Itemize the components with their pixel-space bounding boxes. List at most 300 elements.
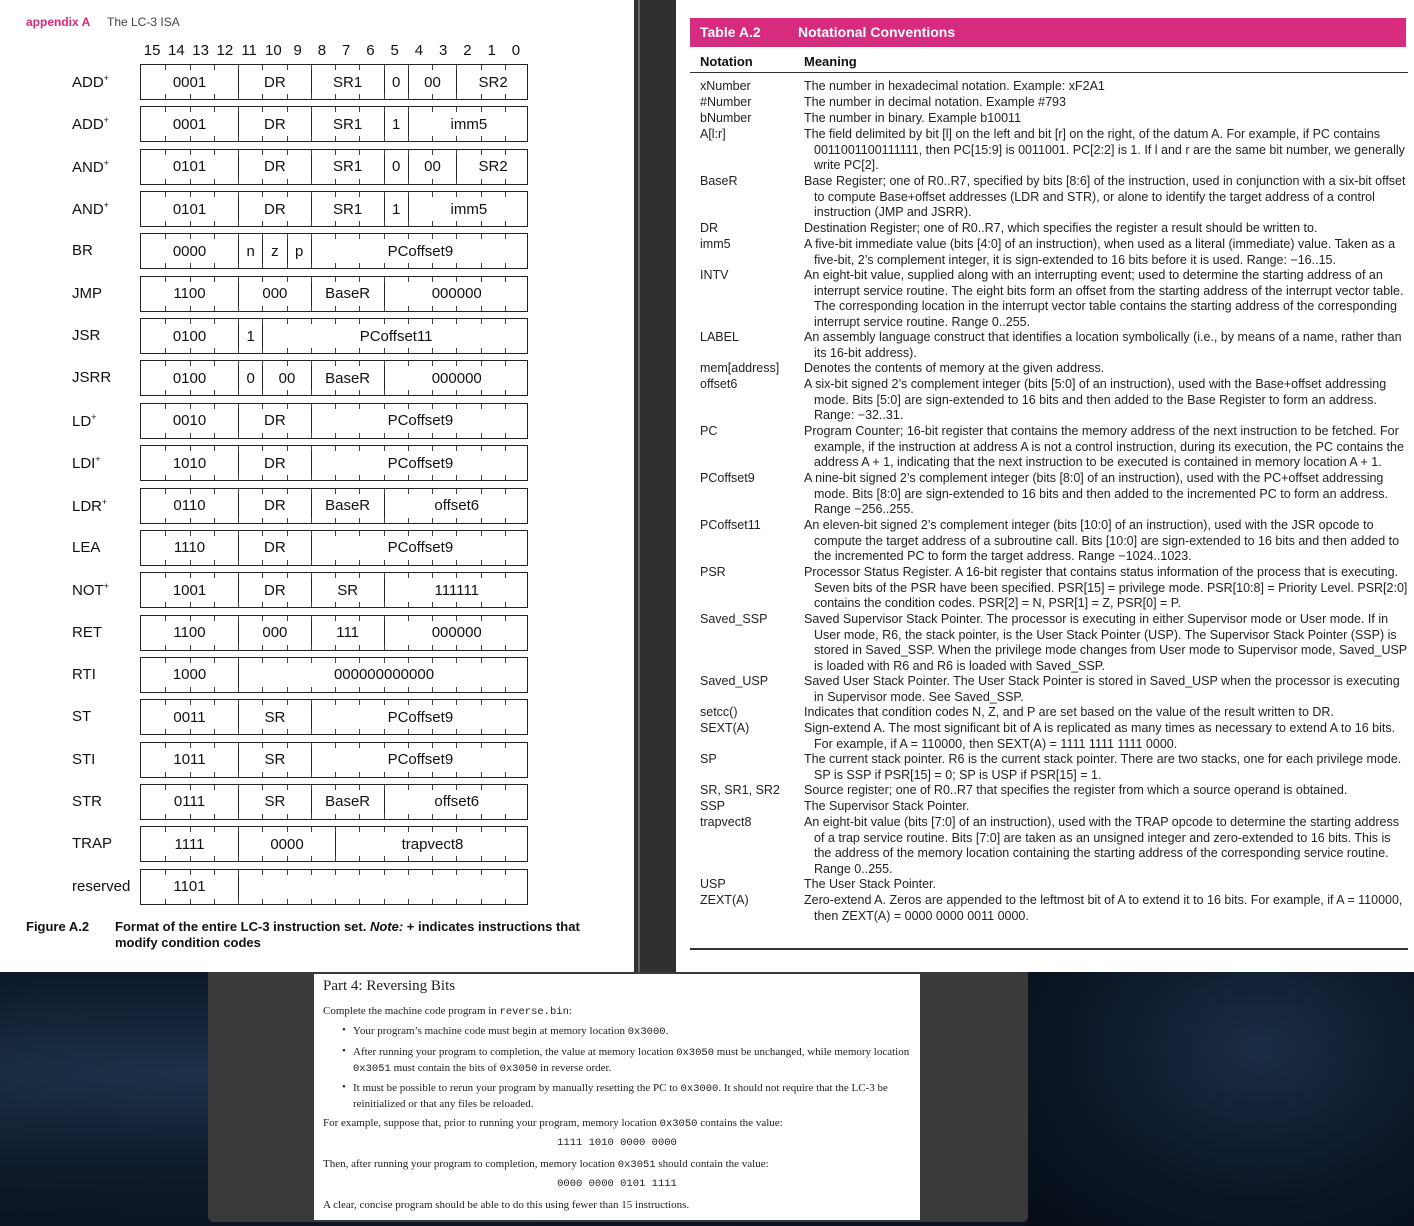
bit-tick — [165, 65, 166, 70]
bit-number: 10 — [265, 42, 282, 59]
bit-tick — [311, 518, 312, 523]
bit-field: SR2 — [456, 150, 529, 184]
bit-tick — [432, 136, 433, 141]
bit-tick — [335, 743, 336, 748]
bit-tick — [408, 263, 409, 268]
bit-tick — [384, 772, 385, 777]
bit-tick — [456, 136, 457, 141]
bit-field: 0101 — [172, 200, 207, 218]
bit-tick — [432, 645, 433, 650]
bit-tick — [238, 475, 239, 480]
bit-tick — [481, 475, 482, 480]
bit-tick — [262, 361, 263, 366]
bit-tick — [505, 729, 506, 734]
bit-tick — [335, 319, 336, 324]
bit-tick — [432, 475, 433, 480]
bit-tick — [408, 899, 409, 904]
bit-tick — [214, 475, 215, 480]
bit-tick — [287, 856, 288, 861]
bit-tick — [359, 361, 360, 366]
bit-field: DR — [238, 107, 311, 141]
bit-tick — [408, 475, 409, 480]
bit-tick — [214, 192, 215, 197]
bit-tick — [456, 65, 457, 70]
condition-code-flag: + — [103, 157, 109, 168]
bit-tick — [262, 446, 263, 451]
bit-tick — [432, 277, 433, 282]
req2-address-1: 0x3050 — [676, 1047, 715, 1059]
bit-tick — [311, 743, 312, 748]
bit-field: SR2 — [456, 65, 529, 99]
instruction-mnemonic — [72, 369, 111, 386]
bit-tick — [311, 277, 312, 282]
bit-tick — [262, 827, 263, 832]
notation-term: DR — [700, 221, 719, 235]
bit-tick — [311, 602, 312, 607]
bit-tick — [214, 319, 215, 324]
bit-tick — [190, 404, 191, 409]
bit-tick — [456, 489, 457, 494]
requirement-1 — [353, 1024, 913, 1040]
bit-field: 1000 — [172, 666, 207, 684]
bit-tick — [505, 150, 506, 155]
bit-tick — [238, 234, 239, 239]
bit-tick — [311, 573, 312, 578]
bit-field: 1 — [384, 192, 408, 226]
bit-number: 15 — [143, 42, 161, 59]
bit-tick — [481, 433, 482, 438]
bit-tick — [359, 743, 360, 748]
bit-tick — [287, 602, 288, 607]
bit-tick — [359, 772, 360, 777]
bit-tick — [287, 65, 288, 70]
instruction-mnemonic — [72, 497, 107, 515]
bit-tick — [481, 772, 482, 777]
bit-tick — [384, 446, 385, 451]
bit-tick — [238, 870, 239, 875]
bit-field: 1101 — [173, 878, 206, 896]
bit-tick — [238, 645, 239, 650]
bit-tick — [335, 560, 336, 565]
bit-number: 12 — [216, 42, 234, 59]
notation-term: SR, SR1, SR2 — [700, 783, 780, 797]
bit-tick — [165, 814, 166, 819]
bit-tick — [505, 94, 506, 99]
bit-tick — [262, 94, 263, 99]
bit-tick — [238, 573, 239, 578]
bit-tick — [165, 899, 166, 904]
bit-tick — [432, 785, 433, 790]
condition-code-flag: + — [103, 73, 109, 83]
bit-tick — [359, 616, 360, 621]
notation-meaning: Saved Supervisor Stack Pointer. The processor is executing in either Supervisor mode or User mode. If in User mode, R6, the stack pointer, is the User Stack Pointer (USP). The Supervisor Stack Pointer (SSP) is stored in Saved_SSP. When the privilege mode changes from User mode to Supervisor mode, Saved_USP is loaded with R6 and R6 is loaded with Saved_SSP. — [804, 612, 1407, 673]
bit-tick — [359, 446, 360, 451]
bit-tick — [335, 192, 336, 197]
bit-tick — [505, 814, 506, 819]
bit-tick — [214, 136, 215, 141]
bit-tick — [190, 306, 191, 311]
notation-meaning: The field delimited by bit [l] on the left and bit [r] on the right, of the datum A. For example, if PC contains 0011001100111111, then PC[15:9] is 0011001. PC[2:2] is 1. If l and r are the same bit number, we generally write PC[2]. — [804, 127, 1405, 173]
bit-tick — [384, 602, 385, 607]
bit-tick — [262, 433, 263, 438]
bit-tick — [238, 560, 239, 565]
caption-text: Format of the entire LC-3 instruction set. — [115, 919, 370, 934]
bit-tick — [384, 573, 385, 578]
req1-address: 0x3000 — [627, 1026, 666, 1038]
bit-tick — [505, 234, 506, 239]
bit-field: 0110 — [173, 497, 206, 514]
bit-tick — [238, 277, 239, 282]
bit-tick — [214, 348, 215, 353]
instruction-format-row — [140, 742, 528, 778]
bit-tick — [287, 870, 288, 875]
instruction-format-row — [140, 657, 528, 693]
bit-tick — [505, 518, 506, 523]
bit-tick — [481, 899, 482, 904]
bit-tick — [335, 136, 336, 141]
bit-tick — [165, 179, 166, 184]
example-text — [323, 1116, 783, 1132]
bit-tick — [432, 107, 433, 112]
bit-tick — [408, 645, 409, 650]
bit-tick — [408, 179, 409, 184]
bit-number: 6 — [366, 42, 375, 59]
bit-tick — [359, 94, 360, 99]
bit-tick — [165, 277, 166, 282]
instruction-format-row — [140, 403, 528, 439]
bit-tick — [165, 772, 166, 777]
bit-tick — [238, 729, 239, 734]
bit-tick — [238, 263, 239, 268]
bit-tick — [432, 518, 433, 523]
bit-tick — [311, 179, 312, 184]
bit-tick — [190, 361, 191, 366]
bit-tick — [287, 277, 288, 282]
bit-tick — [238, 433, 239, 438]
bit-field: 1111 — [174, 835, 205, 853]
bit-tick — [287, 645, 288, 650]
bit-tick — [214, 404, 215, 409]
bullet-dot: • — [342, 1081, 346, 1093]
bit-number: 13 — [192, 42, 209, 59]
bit-field: 000 — [238, 616, 311, 650]
bit-tick — [262, 856, 263, 861]
bit-tick — [190, 433, 191, 438]
bit-tick — [214, 602, 215, 607]
bit-tick — [238, 616, 239, 621]
bit-tick — [359, 658, 360, 663]
bit-field: 1011 — [173, 751, 206, 769]
bit-tick — [335, 729, 336, 734]
bit-field: 00 — [408, 65, 457, 99]
bit-tick — [262, 306, 263, 311]
bit-field: 0010 — [172, 412, 207, 430]
bit-tick — [262, 150, 263, 155]
bit-number: 3 — [438, 42, 448, 59]
bit-tick — [384, 856, 385, 861]
bit-tick — [505, 475, 506, 480]
bit-tick — [238, 404, 239, 409]
bit-tick — [335, 489, 336, 494]
bit-tick — [456, 234, 457, 239]
instruction-mnemonic — [72, 158, 109, 176]
bit-tick — [165, 827, 166, 832]
bit-tick — [238, 518, 239, 523]
instruction-mnemonic — [72, 666, 96, 683]
bit-tick — [408, 687, 409, 692]
bit-tick — [432, 560, 433, 565]
bit-tick — [481, 743, 482, 748]
bit-tick — [335, 645, 336, 650]
instruction-mnemonic — [72, 454, 101, 472]
bit-tick — [214, 65, 215, 70]
bit-tick — [190, 150, 191, 155]
bit-tick — [456, 827, 457, 832]
bit-tick — [238, 319, 239, 324]
bit-tick — [311, 192, 312, 197]
bit-tick — [505, 404, 506, 409]
bit-tick — [214, 700, 215, 705]
bit-tick — [165, 573, 166, 578]
bit-tick — [214, 263, 215, 268]
bit-field: offset6 — [384, 785, 530, 819]
gutter-line — [638, 0, 640, 972]
bit-field: SR — [311, 573, 384, 607]
bit-tick — [384, 277, 385, 282]
instruction-mnemonic — [72, 412, 96, 430]
bit-tick — [384, 531, 385, 536]
bit-tick — [505, 433, 506, 438]
bit-field: 000000 — [384, 361, 530, 395]
bit-tick — [408, 785, 409, 790]
mnemonic-text: LD — [72, 412, 92, 430]
bit-tick — [432, 743, 433, 748]
bit-tick — [214, 743, 215, 748]
bit-tick — [238, 150, 239, 155]
instruction-format-row — [140, 615, 528, 651]
bit-tick — [238, 192, 239, 197]
bit-tick — [262, 319, 263, 324]
bit-field: 1100 — [173, 285, 206, 303]
bit-field: PCoffset9 — [311, 700, 529, 734]
bit-tick — [262, 658, 263, 663]
bit-tick — [432, 348, 433, 353]
bit-tick — [238, 361, 239, 366]
bit-tick — [481, 700, 482, 705]
col-header-meaning: Meaning — [804, 54, 857, 69]
instruction-mnemonic — [72, 793, 102, 810]
bit-tick — [238, 658, 239, 663]
bit-tick — [384, 107, 385, 112]
example-post: contains the value: — [697, 1117, 783, 1129]
bit-tick — [384, 221, 385, 226]
bit-tick — [335, 785, 336, 790]
mnemonic-text: ADD — [72, 74, 104, 91]
instruction-mnemonic — [72, 878, 130, 895]
bit-tick — [384, 814, 385, 819]
bit-tick — [165, 319, 166, 324]
bit-tick — [214, 94, 215, 99]
bit-tick — [505, 179, 506, 184]
bit-tick — [165, 107, 166, 112]
bit-tick — [262, 107, 263, 112]
req2-text-a: After running your program to completion, the value at memory location — [353, 1046, 677, 1058]
bit-tick — [165, 645, 166, 650]
bit-tick — [190, 107, 191, 112]
bit-tick — [214, 870, 215, 875]
bit-tick — [384, 700, 385, 705]
req3-address: 0x3000 — [680, 1083, 719, 1095]
bit-tick — [214, 772, 215, 777]
bit-tick — [505, 192, 506, 197]
bit-tick — [165, 658, 166, 663]
bit-tick — [311, 870, 312, 875]
bit-tick — [335, 433, 336, 438]
bit-tick — [287, 107, 288, 112]
instruction-format-row — [140, 530, 528, 566]
bit-tick — [359, 319, 360, 324]
bit-tick — [165, 489, 166, 494]
bit-tick — [359, 348, 360, 353]
bit-tick — [335, 221, 336, 226]
bit-tick — [190, 772, 191, 777]
bit-tick — [238, 743, 239, 748]
notation-term: A[l:r] — [700, 127, 726, 141]
bit-field: 000 — [238, 277, 311, 311]
notation-meaning: Zero-extend A. Zeros are appended to the leftmost bit of A to extend it to 16 bits. For example, if A = 110000, then ZEXT(A) = 0000 0000 0011 0000. — [804, 893, 1403, 923]
bit-tick — [287, 348, 288, 353]
bit-tick — [262, 772, 263, 777]
bit-tick — [335, 772, 336, 777]
bit-tick — [456, 785, 457, 790]
bit-tick — [456, 192, 457, 197]
bit-tick — [481, 616, 482, 621]
bit-tick — [384, 390, 385, 395]
bit-tick — [359, 700, 360, 705]
bit-tick — [359, 390, 360, 395]
col-header-notation: Notation — [700, 54, 753, 69]
bit-tick — [311, 489, 312, 494]
bit-tick — [311, 772, 312, 777]
bit-tick — [456, 856, 457, 861]
bit-tick — [359, 870, 360, 875]
bit-tick — [214, 234, 215, 239]
bit-tick — [456, 277, 457, 282]
bit-field: 1 — [238, 319, 262, 353]
notation-term: PCoffset9 — [700, 471, 755, 485]
bit-tick — [311, 687, 312, 692]
mnemonic-text: JSRR — [72, 369, 112, 387]
bit-tick — [311, 475, 312, 480]
bit-tick — [311, 446, 312, 451]
bit-tick — [505, 65, 506, 70]
bit-tick — [456, 729, 457, 734]
mnemonic-text: reserved — [72, 877, 131, 895]
bit-tick — [165, 560, 166, 565]
bit-field: PCoffset9 — [311, 446, 529, 480]
bit-tick — [335, 65, 336, 70]
bit-tick — [432, 658, 433, 663]
bit-tick — [384, 729, 385, 734]
bit-tick — [481, 136, 482, 141]
bit-tick — [262, 263, 263, 268]
bit-tick — [214, 179, 215, 184]
bit-tick — [238, 602, 239, 607]
bit-tick — [262, 687, 263, 692]
bit-tick — [311, 700, 312, 705]
bit-tick — [408, 277, 409, 282]
bit-tick — [384, 785, 385, 790]
bit-tick — [311, 658, 312, 663]
notation-term: PC — [700, 424, 718, 438]
bit-tick — [165, 602, 166, 607]
bit-tick — [408, 518, 409, 523]
bit-tick — [359, 531, 360, 536]
bit-tick — [408, 348, 409, 353]
bit-tick — [238, 772, 239, 777]
bit-tick — [214, 827, 215, 832]
instruction-mnemonic — [72, 327, 100, 344]
bit-tick — [432, 856, 433, 861]
bit-tick — [262, 475, 263, 480]
mnemonic-text: RET — [72, 623, 102, 641]
bit-tick — [456, 263, 457, 268]
bit-tick — [287, 658, 288, 663]
bit-number: 7 — [341, 42, 351, 59]
bit-tick — [456, 221, 457, 226]
bit-number: 5 — [390, 42, 399, 59]
bit-tick — [287, 390, 288, 395]
bit-tick — [190, 743, 191, 748]
bit-field: 0011 — [173, 708, 206, 726]
bit-tick — [165, 475, 166, 480]
bit-tick — [384, 616, 385, 621]
bit-tick — [359, 560, 360, 565]
bit-tick — [384, 560, 385, 565]
bit-tick — [287, 573, 288, 578]
bit-tick — [384, 433, 385, 438]
bit-tick — [408, 150, 409, 155]
bit-tick — [190, 518, 191, 523]
condition-code-flag: + — [102, 496, 108, 507]
condition-code-flag: + — [91, 411, 97, 422]
bit-tick — [190, 94, 191, 99]
bit-tick — [481, 645, 482, 650]
bit-tick — [456, 390, 457, 395]
bit-tick — [165, 446, 166, 451]
req2-address-2: 0x3051 — [353, 1063, 391, 1075]
bit-tick — [190, 475, 191, 480]
bit-tick — [481, 446, 482, 451]
bit-tick — [214, 785, 215, 790]
bit-field: SR1 — [311, 150, 384, 184]
bit-field: p — [287, 234, 311, 268]
bit-tick — [384, 404, 385, 409]
bit-tick — [190, 348, 191, 353]
bit-tick — [505, 772, 506, 777]
bit-tick — [408, 65, 409, 70]
then-text — [323, 1157, 769, 1173]
notation-meaning: Program Counter; 16-bit register that contains the memory address of the next instruction to be fetched. For example, if the instruction at address A is not a control instruction, during its execution, the PC contains the address A + 1, indicating that the next instruction to be executed is contained in memory location A + 1. — [804, 424, 1404, 470]
bit-tick — [287, 899, 288, 904]
bit-tick — [262, 489, 263, 494]
bit-tick — [335, 531, 336, 536]
bit-tick — [311, 616, 312, 621]
bit-field: DR — [238, 446, 311, 480]
bit-tick — [481, 404, 482, 409]
bit-tick — [165, 94, 166, 99]
bit-tick — [384, 658, 385, 663]
